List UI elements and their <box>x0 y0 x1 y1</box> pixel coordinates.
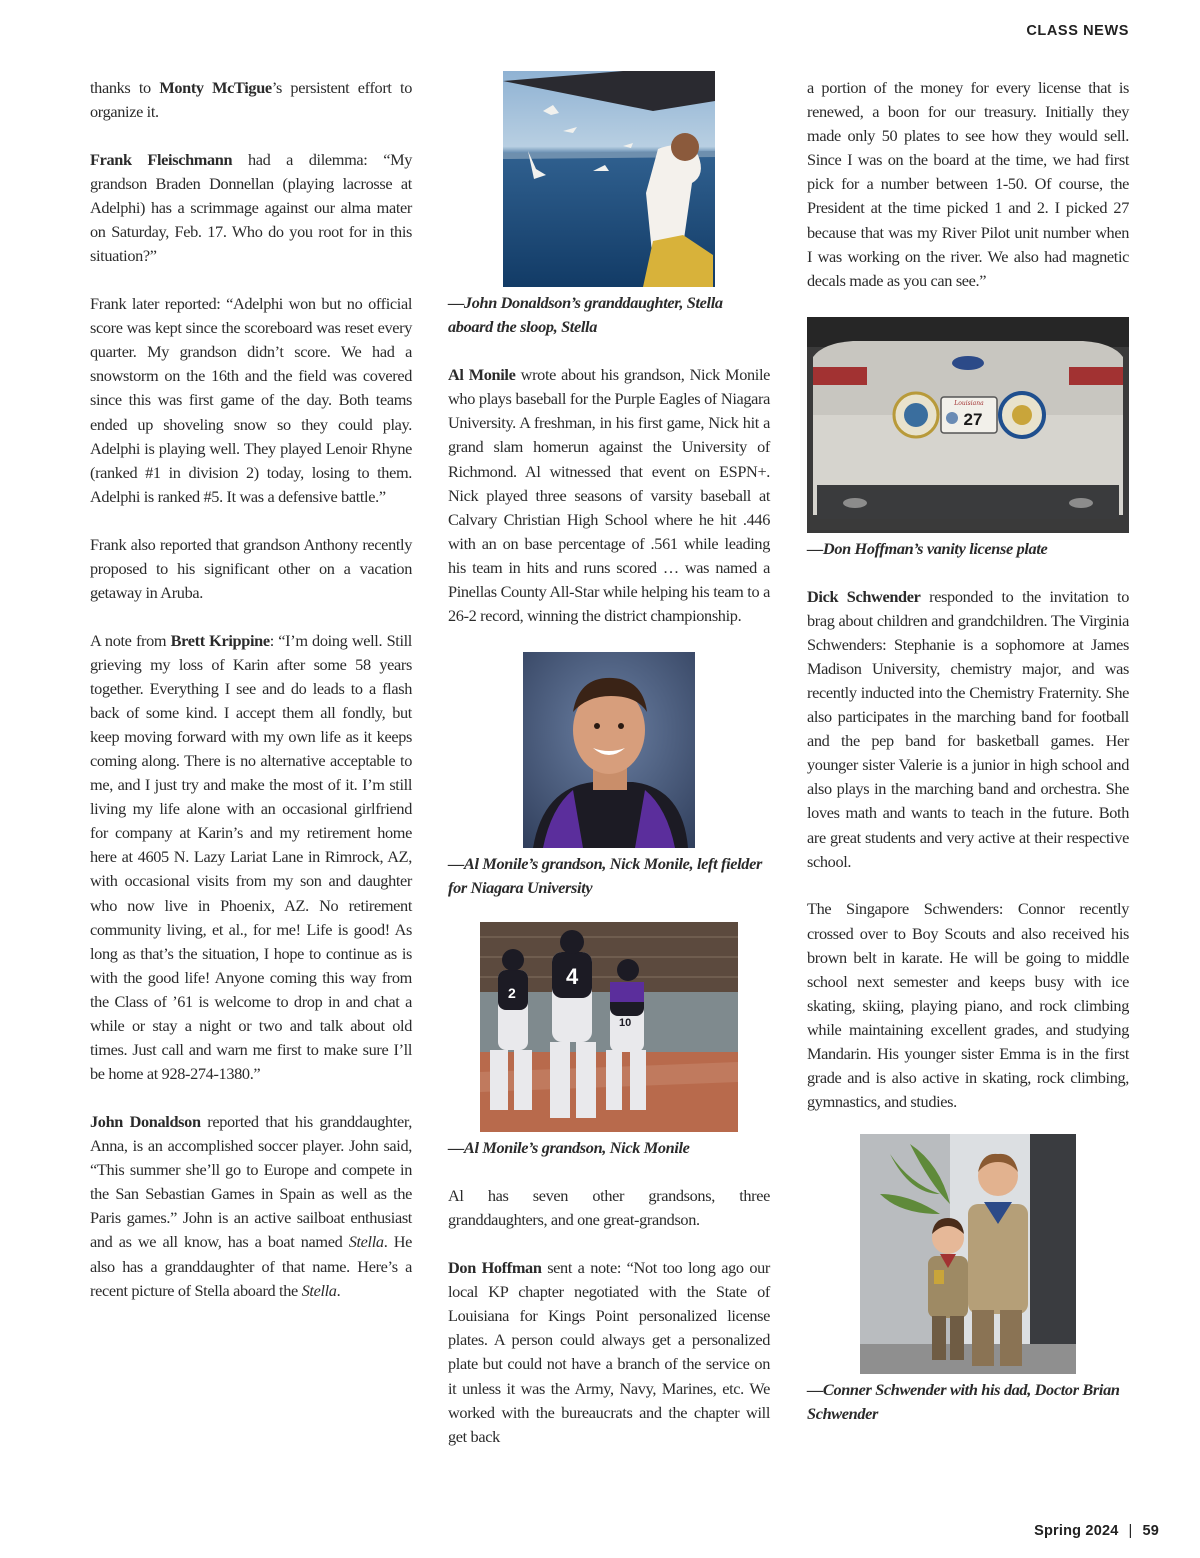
page-footer <box>1034 1523 1159 1539</box>
column-1 <box>90 76 412 1326</box>
person-name: Brett Krippine <box>170 630 270 650</box>
issue-label: Spring 2024 <box>1034 1523 1119 1539</box>
paragraph: Al Monile wrote about his grandson, Nick Monile who plays baseball for the Purple Eagles of Niagara University. A freshman, in his first game, Nick hit a grand slam homerun against the University of Richmond. Al witnessed that event on ESPN+. Nick played three seasons of varsity baseball at Calvary Christian High School where he hit .446 with an on base percentage of .561 while leading his team in hits and runs scored … was named a Pinellas County All-Star while helping his team to a 26-2 record, winning the district championship. <box>448 365 770 626</box>
paragraph: Frank Fleischmann had a dilemma: “My grandson Braden Donnellan (playing lacrosse at Adelphi) has a scrimmage against our alma mater on Saturday, Feb. 17. Who do you root for in this situation?” <box>90 149 412 266</box>
page-number: 59 <box>1142 1523 1159 1539</box>
jersey-number: 4 <box>566 964 579 990</box>
person-name: Frank Fleischmann <box>90 149 233 169</box>
photo-conner-schwender-dad <box>860 1134 1076 1374</box>
photo-vanity-license-plate <box>807 317 1129 533</box>
paragraph: thanks to Monty McTigue’s persistent effort to organize it. <box>90 78 412 122</box>
person-name: Monty McTigue <box>159 78 272 97</box>
column-2 <box>448 71 770 1473</box>
paragraph: John Donaldson reported that his granddaughter, Anna, is an accomplished soccer player. John said, “This summer she’ll go to Europe and compete in the San Sebastian Games in Spain as well as the Paris games.” John is an active sailboat enthusiast and as we all know, has a boat named Stella. He also has a granddaughter of that name. Here’s a recent picture of Stella aboard the Stella. <box>90 1112 413 1300</box>
person-name: John Donaldson <box>90 1112 201 1131</box>
person-name: Dick Schwender <box>807 586 921 606</box>
photo-caption: —Al Monile’s grandson, Nick Monile, left fielder for Niagara University <box>448 853 762 897</box>
column-3 <box>807 76 1129 1450</box>
plate-state: Louisiana <box>954 399 984 407</box>
paragraph: Al has seven other grandsons, three granddaughters, and one great-grandson. <box>448 1186 770 1230</box>
plate-number: 27 <box>963 409 983 429</box>
photo-stella-sloop <box>503 71 715 287</box>
jersey-number: 10 <box>619 1017 632 1030</box>
paragraph: Dick Schwender responded to the invitation to brag about children and grandchildren. The Virginia Schwenders: Stephanie is a sophomore at James Madison University, chemistry major, and was recently inducted into the Chemistry Fraternity. She also participates in the marching band for football and the pep band for basketball games. Her younger sister Valerie is a junior in high school and also plays in the marching band and orchestra. She loves math and wants to teach in the future. Both are great students and very active at their respective school. <box>807 586 1129 871</box>
photo-caption: —Al Monile’s grandson, Nick Monile <box>448 1138 690 1158</box>
paragraph: The Singapore Schwenders: Connor recently crossed over to Boy Scouts and also received his brown belt in karate. He will be going to middle school next semester and keeps busy with ice skating, skiing, playing piano, and rock climbing while maintaining excellent grades, and studying Mandarin. His younger sister Emma is in the first grade and is also active in skating, rock climbing, gymnastics, and studies. <box>807 899 1129 1112</box>
section-label: CLASS NEWS <box>1026 23 1129 39</box>
person-name: Al Monile <box>448 365 516 385</box>
person-name: Don Hoffman <box>448 1258 542 1278</box>
paragraph: Frank later reported: “Adelphi won but no official score was kept since the scoreboard was reset every quarter. My grandson didn’t score. We had a snowstorm on the 16th and the field was covered since this was first game of the day. Both teams ended up shoveling snow so they could play. Adelphi is playing well. They played Lenoir Rhyne (ranked #1 in division 2) today, losing to them. Adelphi is ranked #5. It was a defensive battle.” <box>90 294 412 506</box>
paragraph: Don Hoffman sent a note: “Not too long ago our local KP chapter negotiated with the State of Louisiana for Kings Point personalized license plates. A person could always get a personalized plate but could not have a branch of the service on it unless it was the Army, Navy, Marines, etc. We worked with the bureaucrats and the chapter will get back <box>448 1258 770 1446</box>
footer-separator: | <box>1128 1523 1133 1539</box>
photo-caption: —John Donaldson’s granddaughter, Stella aboard the sloop, Stella <box>448 293 723 337</box>
paragraph: A note from Brett Krippine: “I’m doing well. Still grieving my loss of Karin after some 58 years together. Everything I see and do leads to a flash back of some kind. I accept them all fondly, but keep moving forward with my own life as it keeps coming along. There is no alternative acceptable to me, and I just try and make the most of it. I’m still living my life alone with an occasional girlfriend for company at Karin’s and my retirement home here at 4605 N. Lazy Lariat Lane in Rimrock, AZ, with occasional visits from my son and daughter who now live in Phoenix, AZ. No retirement community living, et al., for me! Life is good! As long as that’s the situation, I hope to continue as is with the good life! Anyone coming this way from the Class of ’61 is welcome to drop in and chat a while or stay a night or two and talk about old times. Just call and warn me first to make sure I’ll be home at 928-274-1380.” <box>90 630 412 1084</box>
jersey-number: 2 <box>508 985 516 1002</box>
photo-nick-monile-baseball <box>480 922 738 1132</box>
paragraph: Frank also reported that grandson Anthony recently proposed to his significant other on a vacation getaway in Aruba. <box>90 534 412 602</box>
photo-caption: —Don Hoffman’s vanity license plate <box>807 538 1048 558</box>
photo-nick-monile-portrait <box>523 652 695 848</box>
photo-caption: —Conner Schwender with his dad, Doctor Brian Schwender <box>807 1379 1120 1424</box>
paragraph: a portion of the money for every license that is renewed, a boon for our treasury. Initially they made only 50 plates to see how they would sell. Since I was on the board at the time, we had first pick for a number between 1-50. Of course, the President at the time picked 1 and 2. I picked 27 because that was my River Pilot unit number when I was working on the river. We also had magnetic decals made as you can see.” <box>807 78 1129 290</box>
